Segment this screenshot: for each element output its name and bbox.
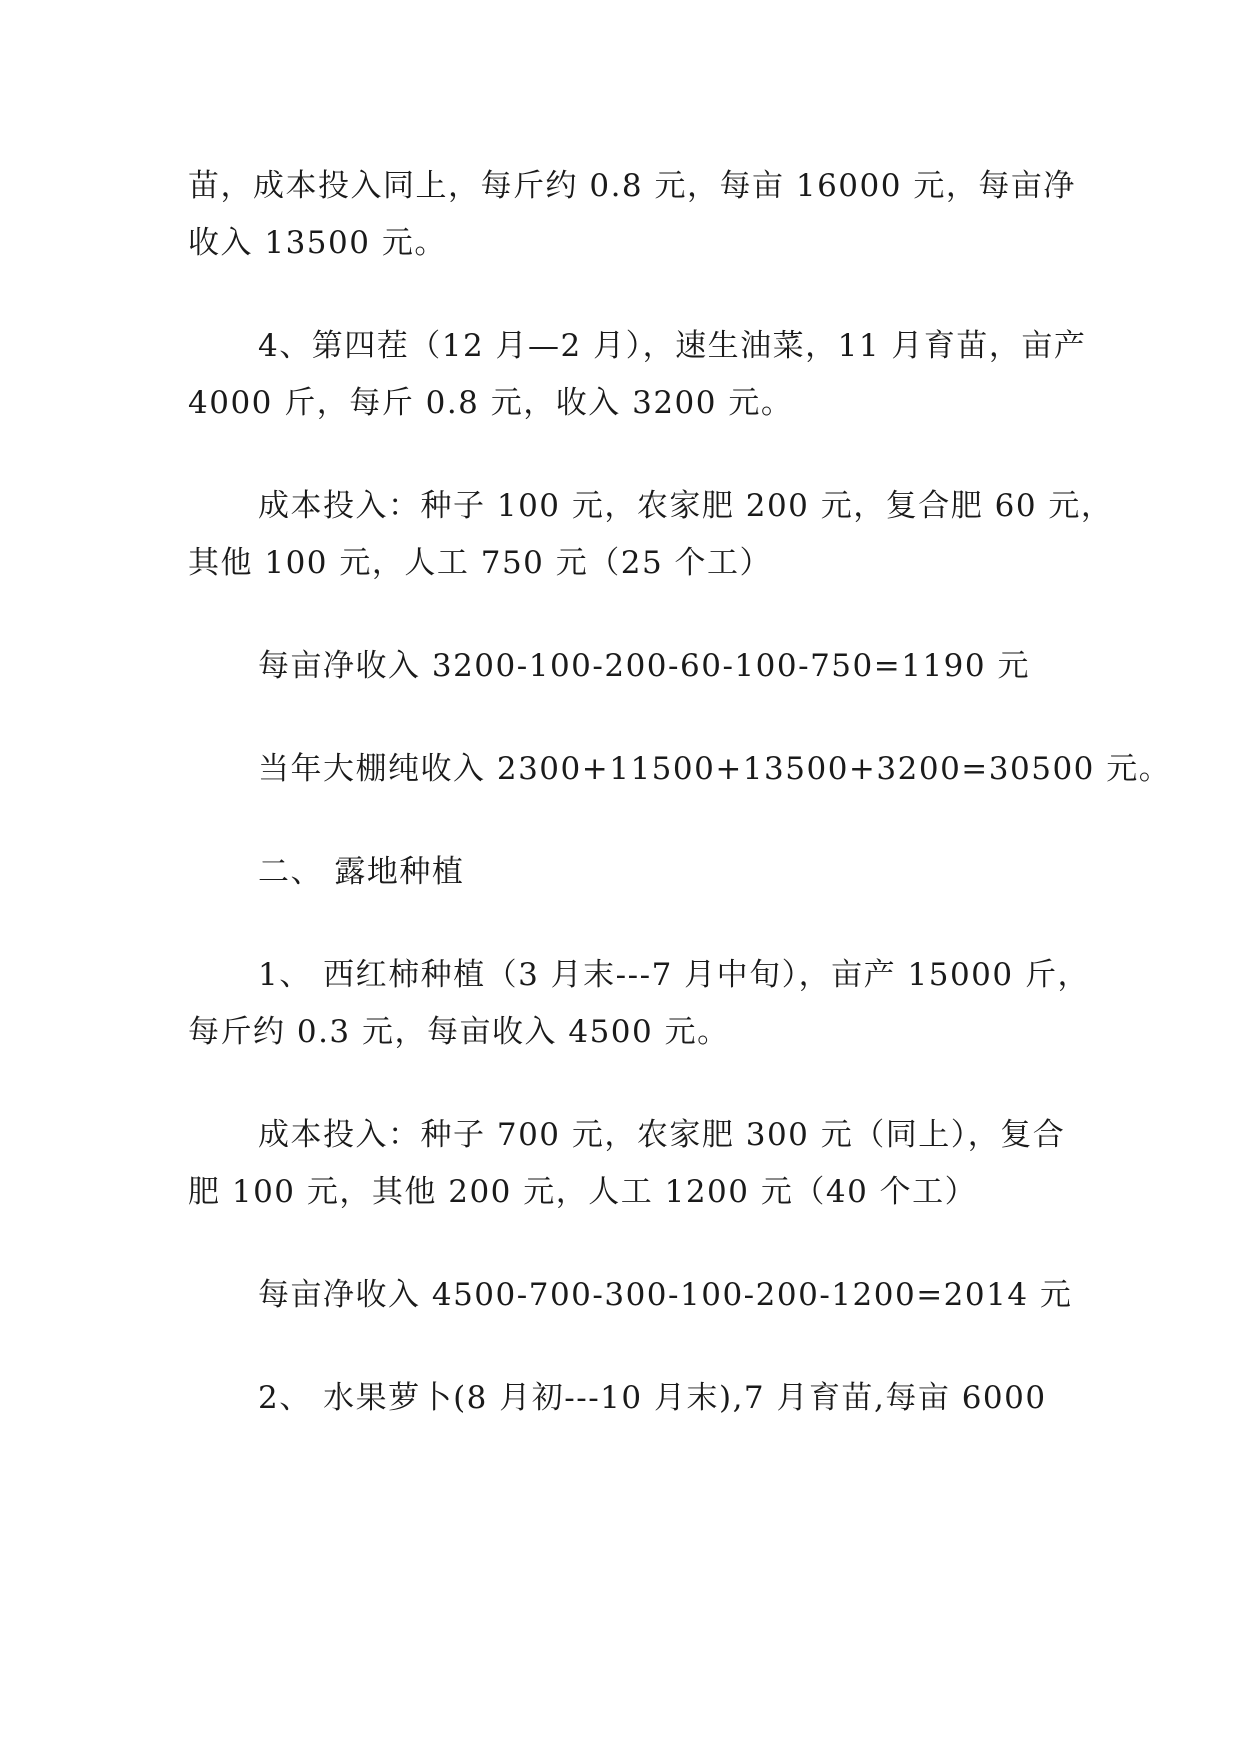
text-line: 4000 斤，每斤 0.8 元，收入 3200 元。 bbox=[188, 385, 794, 421]
text-line: 其他 100 元，人工 750 元（25 个工） bbox=[188, 545, 773, 581]
heading-line: 二、 露地种植 bbox=[258, 854, 465, 890]
text-line: 1、 西红柿种植（3 月末---7 月中旬），亩产 15000 斤， bbox=[258, 957, 1090, 993]
text-line: 成本投入：种子 700 元，农家肥 300 元（同上），复合 bbox=[258, 1117, 1066, 1153]
text-line: 4、第四茬（12 月—2 月），速生油菜，11 月育苗，亩产 bbox=[258, 328, 1087, 364]
text-line: 2、 水果萝卜(8 月初---10 月末),7 月育苗,每亩 6000 bbox=[258, 1380, 1047, 1416]
text-line: 成本投入：种子 100 元，农家肥 200 元，复合肥 60 元， bbox=[258, 488, 1114, 524]
text-line: 每斤约 0.3 元，每亩收入 4500 元。 bbox=[188, 1014, 730, 1050]
text-line: 肥 100 元，其他 200 元，人工 1200 元（40 个工） bbox=[188, 1174, 978, 1210]
text-line: 每亩净收入 3200-100-200-60-100-750=1190 元 bbox=[258, 648, 1030, 684]
text-line: 收入 13500 元。 bbox=[188, 225, 447, 261]
text-line: 当年大棚纯收入 2300+11500+13500+3200=30500 元。 bbox=[258, 751, 1172, 787]
text-line: 苗，成本投入同上，每斤约 0.8 元，每亩 16000 元，每亩净 bbox=[188, 168, 1076, 204]
text-line: 每亩净收入 4500-700-300-100-200-1200=2014 元 bbox=[258, 1277, 1073, 1313]
